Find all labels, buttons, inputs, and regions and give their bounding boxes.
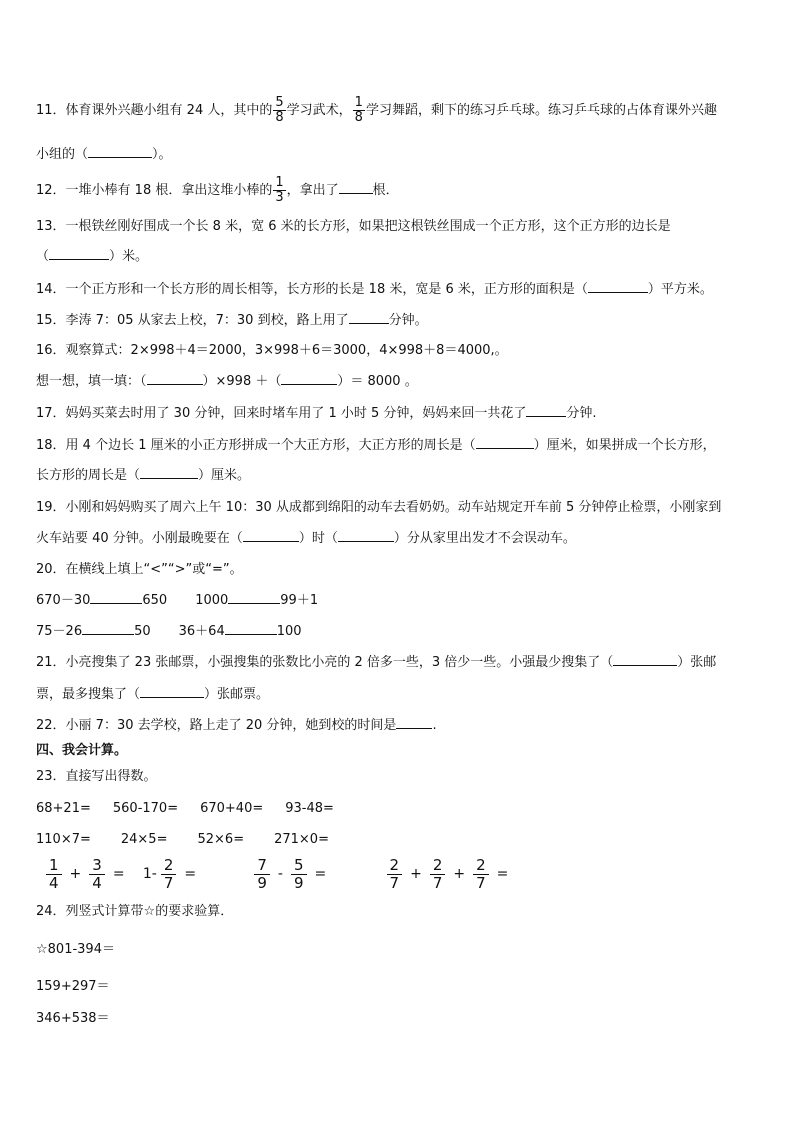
fraction-denominator: 7 [432,873,443,892]
q20-expr: 650 [142,593,168,608]
question-22 [36,716,437,736]
q19-text-b: 火车站要 40 分钟。小刚最晚要在（ [36,531,243,546]
q16-text-c: ）×998 ＋（ [202,374,282,389]
q21-text-a: 21．小亮搜集了 23 张邮票，小强搜集的张数比小亮的 2 倍多一些，3 倍少一些。小强最少搜集了（ [36,655,614,670]
compare-blank[interactable] [225,622,277,635]
answer-blank[interactable] [140,466,198,479]
question-13-line1 [36,217,671,237]
calc-item: 52×6= [197,832,245,847]
fraction-denominator: 7 [163,873,174,892]
answer-blank[interactable] [396,716,432,729]
fraction-5-8 [273,96,285,125]
q17-text-b: 分钟. [566,406,597,421]
answer-blank[interactable] [613,653,677,666]
question-16-line1 [36,341,508,361]
answer-blank[interactable] [526,404,566,417]
fraction-numerator: 1 [46,857,62,875]
q19-text-d: ）分从家里出发才不会误动车。 [393,531,576,546]
q20-expr: 670－30 [36,593,91,608]
answer-blank[interactable] [339,181,373,194]
equals-sign: = [496,866,509,882]
q17-text-a: 17．妈妈买菜去时用了 30 分钟，回来时堵车用了 1 小时 5 分钟，妈妈来回一共花了 [36,406,527,421]
fraction [291,857,307,892]
q20-text: 20．在横线上填上“<”“>”或“=”。 [36,562,243,577]
q21-text-b: ）张邮 [677,655,717,670]
q23-fraction-row [44,856,514,893]
q12-text-b: ，拿出了 [286,183,339,198]
fraction-numerator: 7 [254,857,270,875]
question-15 [36,311,428,331]
fraction-numerator: 2 [387,857,403,875]
calc-item: 560-170= [112,801,179,816]
fraction-expr-1 [44,855,135,892]
fraction-1-3 [273,176,285,205]
fraction [161,857,177,892]
q16-text-b: 想一想，填一填：（ [36,374,147,389]
question-18-line2 [36,466,250,486]
question-17 [36,404,597,424]
calc-item: 24×5= [120,832,168,847]
q13-text-b: （ [36,249,50,264]
q20-row2 [36,622,302,642]
answer-blank[interactable] [147,372,203,385]
question-21-line2 [36,685,269,705]
q23-row2 [36,830,329,850]
q11-text-a: 11．体育课外兴趣小组有 24 人，其中的 [36,103,273,118]
q11-text-d: 小组的（ [36,147,89,162]
question-18-line1 [36,436,716,456]
equals-sign: = [184,866,197,882]
q12-text-c: 根． [372,183,399,198]
answer-blank[interactable] [349,311,389,324]
fraction [254,857,270,892]
q16-text-a: 16．观察算式：2×998＋4＝2000，3×998＋6＝3000，4×998＋8＝4000,。 [36,343,508,358]
equals-sign: = [112,866,125,882]
fraction-expr-3 [252,855,336,892]
answer-blank[interactable] [49,247,109,260]
q21-text-c: 票，最多搜集了（ [36,687,141,702]
fraction-denominator: 9 [293,873,304,892]
q18-text-b: ）厘米，如果拼成一个长方形， [533,438,716,453]
q20-expr: 50 [134,624,151,639]
question-13-line2 [36,247,148,267]
q12-text-a: 12．一堆小棒有 18 根．拿出这堆小棒的 [36,183,273,198]
fraction-numerator: 5 [291,857,307,875]
fraction [46,857,62,892]
question-24: 24．列竖式计算带☆的要求验算． [36,904,234,919]
fraction-denominator: 8 [354,110,363,125]
question-21-line1 [36,653,716,673]
fraction [430,857,446,892]
q18-text-a: 18．用 4 个边长 1 厘米的小正方形拼成一个大正方形，大正方形的周长是（ [36,438,476,453]
fraction-numerator: 2 [161,857,177,875]
fraction-numerator: 3 [89,857,105,875]
q20-expr: 75－26 [36,624,83,639]
q13-text-c: ）米。 [109,249,149,264]
calc-item: 670+40= [200,801,264,816]
fraction-denominator: 8 [275,110,284,125]
calc-item: 271×0= [274,832,329,847]
q13-text-a: 13．一根铁丝刚好围成一个长 8 米，宽 6 米的长方形，如果把这根铁丝围成一个正方形，这个正方形的边长是 [36,219,671,234]
q24-item-2: 159+297＝ [36,979,110,994]
q23-row1 [36,799,334,819]
q22-text-a: 22．小丽 7：30 去学校，路上走了 20 分钟，她到校的时间是 [36,718,397,733]
fraction [89,857,105,892]
calc-item: 93-48= [285,801,334,816]
question-20 [36,560,243,580]
q22-text-b: . [432,718,437,733]
answer-blank[interactable] [140,685,204,698]
q20-expr: 1000 [195,593,229,608]
question-14 [36,280,713,300]
fraction-denominator: 7 [389,873,400,892]
question-19-line2 [36,529,576,549]
q24-item-3: 346+538＝ [36,1011,110,1026]
fraction-numerator: 2 [430,857,446,875]
q11-text-c: 学习舞蹈，剩下的练习乒乓球。练习乒乓球的占体育课外兴趣 [365,103,717,118]
fraction-numerator: 5 [275,95,284,110]
q20-expr: 99＋1 [280,593,319,608]
question-19-line1 [36,498,721,518]
q19-text-c: ）时（ [298,531,338,546]
compare-blank[interactable] [228,591,280,604]
fraction [387,857,403,892]
q18-text-c: 长方形的周长是（ [36,468,141,483]
answer-blank[interactable] [281,372,337,385]
q20-expr: 100 [276,624,302,639]
operator: + [410,866,422,882]
fraction-expr-2 [142,855,206,892]
section-heading: 四、我会计算。 [36,743,128,758]
answer-blank[interactable] [338,529,394,542]
question-11-line1 [36,96,717,125]
question-23: 23．直接写出得数。 [36,769,157,784]
whole-number: 1- [142,866,157,882]
operator: + [69,866,82,882]
q20-row1 [36,591,318,611]
fraction-1-8 [353,96,365,125]
q14-text-a: 14．一个正方形和一个长方形的周长相等，长方形的长是 18 米，宽是 6 米，正方形的面积是（ [36,282,588,297]
q24-item-1: ☆801-394＝ [36,942,115,957]
q16-text-d: ）＝ 8000 。 [337,374,418,389]
answer-blank[interactable] [243,529,299,542]
fraction-numerator: 1 [275,175,284,190]
question-16-line2 [36,372,418,392]
q18-text-d: ）厘米。 [198,468,251,483]
q21-text-d: ）张邮票。 [204,687,270,702]
q11-text-e: ）。 [152,147,172,162]
question-12 [36,176,399,205]
fraction-numerator: 1 [354,95,363,110]
answer-blank[interactable] [588,280,648,293]
fraction-numerator: 2 [473,857,489,875]
q20-expr: 36＋64 [178,624,225,639]
fraction-expr-4 [385,855,515,892]
q15-text-b: 分钟。 [388,313,428,328]
fraction-denominator: 3 [275,190,284,205]
fraction-denominator: 7 [476,873,486,892]
calc-item: 110×7= [36,832,91,847]
question-11-line2 [36,145,172,165]
fraction-denominator: 4 [49,873,59,892]
calc-item: 68+21= [36,801,91,816]
fraction-denominator: 4 [92,873,102,892]
q15-text-a: 15．李涛 7：05 从家去上校，7：30 到校，路上用了 [36,313,349,328]
compare-blank[interactable] [82,622,134,635]
compare-blank[interactable] [90,591,142,604]
answer-blank[interactable] [476,436,534,449]
q11-text-b: 学习武术， [286,103,352,118]
operator: + [453,866,466,882]
q14-text-b: ）平方米。 [647,282,713,297]
fraction-denominator: 9 [257,873,267,892]
fraction [473,857,489,892]
equals-sign: = [314,866,327,882]
answer-blank[interactable] [88,145,152,158]
q19-text-a: 19．小刚和妈妈购买了周六上午 10：30 从成都到绵阳的动车去看奶奶。动车站规定开车前 5 分钟停止检票，小刚家到 [36,500,722,515]
operator: - [277,866,283,882]
